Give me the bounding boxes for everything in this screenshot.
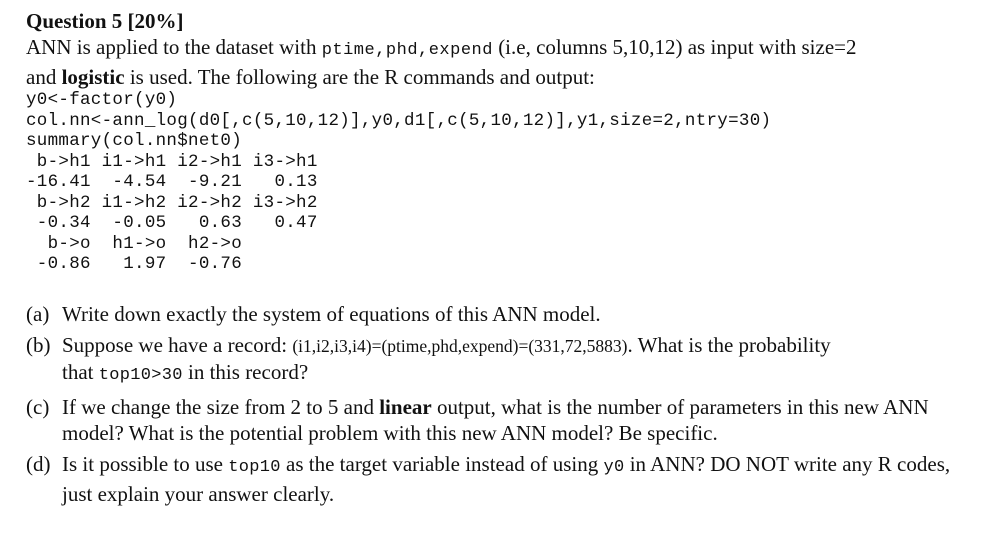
sub-question-label: (b) <box>26 332 51 357</box>
y0-code: y0 <box>603 457 625 477</box>
spacer <box>26 275 976 301</box>
sub-question-label: (c) <box>26 394 50 419</box>
intro-bold-logistic: logistic <box>61 65 125 89</box>
question-page <box>26 8 976 512</box>
sub-question-b <box>26 332 976 389</box>
sub-questions <box>26 301 976 507</box>
sub-question-a-text: Write down exactly the system of equations of this ANN model. <box>62 301 601 326</box>
record-values: (i1,i2,i3,i4)=(ptime,phd,expend)=(331,72,5883) <box>292 335 628 356</box>
top10-code: top10 <box>228 457 281 477</box>
sub-question-d-text-3: in ANN? DO NOT write any R codes, just explain your answer clearly. <box>62 451 951 506</box>
sub-question-d <box>26 451 976 507</box>
code-line: col.nn<-ann_log(d0[,c(5,10,12)],y0,d1[,c(5,10,12)],y1,size=2,ntry=30) <box>26 110 772 131</box>
sub-question-b-text-3: that <box>62 359 99 384</box>
code-line: y0<-factor(y0) <box>26 90 178 110</box>
sub-question-label: (d) <box>26 451 51 476</box>
intro-text-1: ANN is applied to the dataset with <box>26 35 322 59</box>
top10-condition-code: top10>30 <box>98 365 183 385</box>
code-line: -0.86 1.97 -0.76 <box>26 254 243 274</box>
code-line: b->o h1->o h2->o <box>26 233 243 254</box>
intro-text-4: is used. The following are the R commands and output: <box>124 65 595 89</box>
sub-question-c-text-1: If we change the size from 2 to 5 and <box>62 394 380 419</box>
code-line: summary(col.nn$net0) <box>26 131 243 151</box>
code-line: b->h1 i1->h1 i2->h1 i3->h1 <box>26 151 318 172</box>
intro-vars-code: ptime,phd,expend <box>321 41 493 60</box>
r-code-output <box>26 90 976 275</box>
sub-question-c-text-2: output, what is the number of parameters in this new ANN model? What is the potential problem with this new ANN model? Be specific. <box>62 394 929 445</box>
code-line: -16.41 -4.54 -9.21 0.13 <box>26 172 318 192</box>
intro-paragraph <box>26 34 976 90</box>
sub-question-label: (a) <box>26 301 50 326</box>
intro-text-2: (i.e, columns 5,10,12) as input with size=2 <box>492 35 857 59</box>
sub-question-a <box>26 301 976 327</box>
sub-question-b-text-2: . What is the probability <box>627 332 831 357</box>
code-line: b->h2 i1->h2 i2->h2 i3->h2 <box>26 192 318 213</box>
code-line: -0.34 -0.05 0.63 0.47 <box>26 213 318 233</box>
sub-question-d-text-2: as the target variable instead of using <box>280 451 604 476</box>
sub-question-b-text-1: Suppose we have a record: <box>62 332 293 357</box>
intro-text-3: and <box>26 65 62 89</box>
sub-question-c <box>26 394 976 446</box>
bold-linear: linear <box>379 394 432 419</box>
question-title: Question 5 [20%] <box>26 9 184 33</box>
sub-question-b-text-4: in this record? <box>182 359 309 384</box>
sub-question-d-text-1: Is it possible to use <box>62 451 229 476</box>
